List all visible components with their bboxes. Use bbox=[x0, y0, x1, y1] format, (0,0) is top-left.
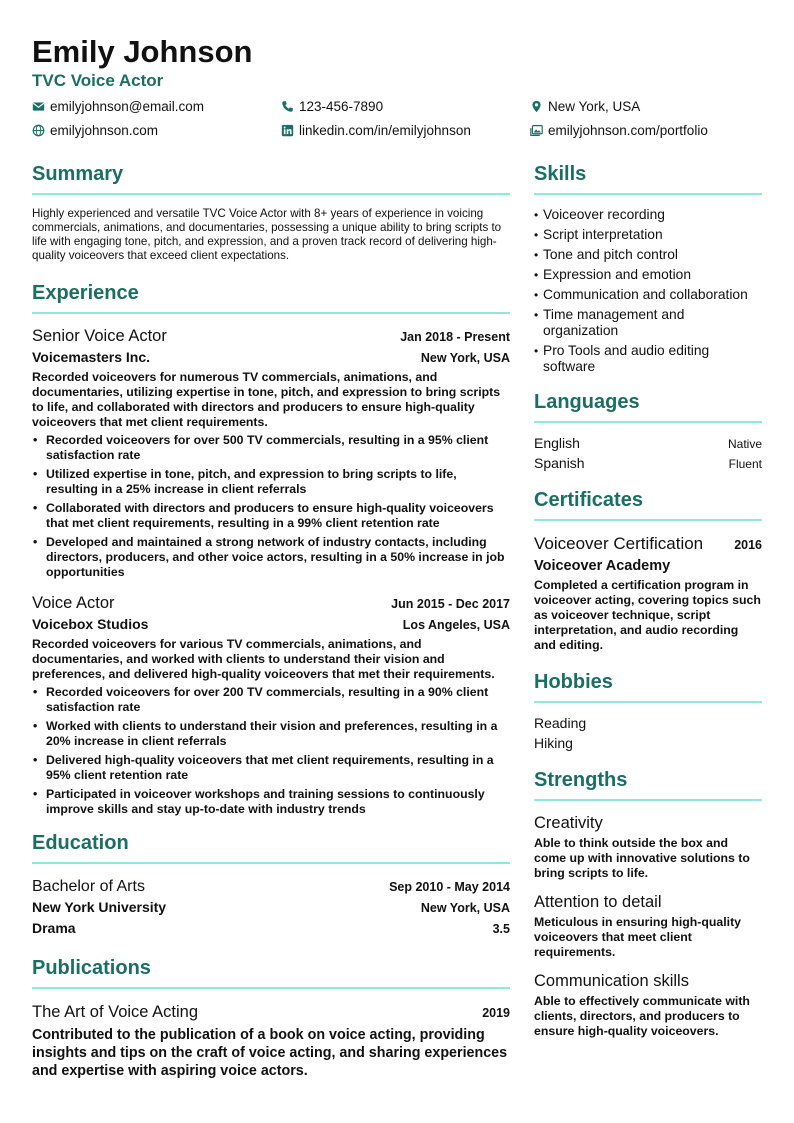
section-divider bbox=[534, 799, 762, 801]
linkedin-icon bbox=[281, 124, 294, 137]
contact-email[interactable] bbox=[32, 98, 281, 115]
job-company: Voicemasters Inc. bbox=[32, 349, 151, 365]
strength-name: Attention to detail bbox=[534, 893, 662, 911]
phone-text: 123-456-7890 bbox=[299, 99, 384, 114]
website-text: emilyjohnson.com bbox=[50, 123, 159, 138]
certificate-org: Voiceover Academy bbox=[534, 558, 671, 574]
language-row bbox=[534, 455, 762, 471]
skills-section bbox=[534, 161, 762, 375]
skill-item: • Time management and organization bbox=[543, 307, 762, 339]
job-entry bbox=[32, 326, 510, 580]
skill-item: • Communication and collaboration bbox=[543, 287, 762, 303]
skill-item: • Script interpretation bbox=[543, 227, 762, 243]
education-degree: Bachelor of Arts bbox=[32, 878, 145, 895]
section-divider bbox=[32, 987, 510, 989]
section-divider bbox=[534, 519, 762, 521]
certificates-section bbox=[534, 487, 762, 653]
section-divider bbox=[534, 193, 762, 195]
education-gpa: 3.5 bbox=[492, 922, 510, 936]
job-location: New York, USA bbox=[420, 351, 510, 365]
language-name: English bbox=[534, 435, 580, 451]
job-role: Senior Voice Actor bbox=[32, 327, 167, 345]
job-bullets bbox=[32, 433, 510, 580]
strength-name: Creativity bbox=[534, 814, 603, 832]
strength-description: Able to effectively communicate with clients, directors, and producers to ensure high-quality voiceovers. bbox=[534, 994, 750, 1038]
hobbies-section bbox=[534, 669, 762, 751]
job-location: Los Angeles, USA bbox=[402, 618, 510, 632]
globe-icon bbox=[32, 124, 45, 137]
contact-website[interactable] bbox=[32, 122, 281, 139]
summary-section bbox=[32, 161, 510, 263]
contact-linkedin[interactable] bbox=[281, 122, 530, 139]
skills-heading: Skills bbox=[534, 163, 587, 185]
job-role: Voice Actor bbox=[32, 594, 115, 612]
job-company: Voicebox Studios bbox=[32, 616, 149, 632]
contact-portfolio[interactable] bbox=[530, 122, 762, 139]
skill-item: • Pro Tools and audio editing software bbox=[543, 343, 762, 375]
job-description: Recorded voiceovers for numerous TV commercials, animations, and documentaries, utilizing expertise in tone, pitch, and expression to bring scripts to life, and collaborated with directors and producers to ensure high-quality voiceovers that met client requirements. bbox=[32, 370, 501, 429]
envelope-icon bbox=[32, 100, 45, 113]
strengths-section bbox=[534, 767, 762, 1039]
bullet-item: • Recorded voiceovers for over 500 TV commercials, resulting in a 95% client satisfaction rate bbox=[46, 433, 510, 463]
publication-description: Contributed to the publication of a book on voice acting, providing insights and tips on the craft of voice acting, and sharing experiences and expertise with aspiring voice actors. bbox=[32, 1027, 508, 1079]
hobby-item: Hiking bbox=[534, 735, 573, 751]
job-description: Recorded voiceovers for various TV commercials, animations, and documentaries, and worked with clients to understand their vision and preferences, and delivered high-quality voiceovers that met their requirements. bbox=[32, 637, 495, 681]
strength-name: Communication skills bbox=[534, 972, 689, 990]
right-column bbox=[534, 161, 762, 1080]
strengths-heading: Strengths bbox=[534, 769, 628, 791]
skills-list bbox=[534, 207, 762, 375]
experience-section bbox=[32, 280, 510, 817]
skill-item: • Voiceover recording bbox=[543, 207, 762, 223]
bullet-item: • Participated in voiceover workshops and training sessions to continuously improve skills and stay up-to-date with industry trends bbox=[46, 787, 510, 817]
education-location: New York, USA bbox=[420, 901, 510, 915]
bullet-item: • Delivered high-quality voiceovers that met client requirements, resulting in a 95% client retention rate bbox=[46, 753, 510, 783]
left-column bbox=[32, 161, 510, 1080]
publication-title: The Art of Voice Acting bbox=[32, 1003, 199, 1021]
education-school: New York University bbox=[32, 899, 167, 915]
section-divider bbox=[32, 312, 510, 314]
languages-section bbox=[534, 389, 762, 471]
bullet-item: • Collaborated with directors and producers to ensure high-quality voiceovers that met client requirements, resulting in a 99% client retention rate bbox=[46, 501, 510, 531]
certificate-year: 2016 bbox=[734, 538, 762, 552]
summary-text: Highly experienced and versatile TVC Voice Actor with 8+ years of experience in voicing commercials, animations, and documentaries, possessing a unique ability to bring scripts to life with engaging tone, pitch, and expression, and a proven track record of delivering high-quality voiceovers that exceed client expectations. bbox=[32, 207, 502, 262]
certificate-description: Completed a certification program in voiceover acting, covering topics such as voiceover technique, script interpretation, and audio recording and editing. bbox=[534, 578, 761, 652]
job-dates: Jun 2015 - Dec 2017 bbox=[391, 597, 510, 611]
summary-heading: Summary bbox=[32, 163, 124, 185]
candidate-name: Emily Johnson bbox=[32, 34, 253, 69]
language-level: Native bbox=[727, 437, 762, 451]
certificate-name: Voiceover Certification bbox=[534, 534, 704, 553]
contact-info bbox=[32, 98, 762, 139]
education-section bbox=[32, 830, 510, 939]
strength-description: Able to think outside the box and come up with innovative solutions to bring scripts to life. bbox=[534, 836, 750, 880]
education-field: Drama bbox=[32, 920, 76, 936]
language-name: Spanish bbox=[534, 455, 585, 471]
location-text: New York, USA bbox=[548, 99, 641, 114]
location-pin-icon bbox=[530, 100, 543, 113]
skill-item: • Tone and pitch control bbox=[543, 247, 762, 263]
contact-phone[interactable] bbox=[281, 98, 530, 115]
publications-section bbox=[32, 955, 510, 1080]
publication-year: 2019 bbox=[482, 1006, 510, 1020]
phone-icon bbox=[281, 100, 294, 113]
language-row bbox=[534, 435, 762, 451]
section-divider bbox=[32, 193, 510, 195]
linkedin-text: linkedin.com/in/emilyjohnson bbox=[299, 123, 471, 138]
bullet-item: • Developed and maintained a strong network of industry contacts, including directors, producers, and other voice actors, resulting in a 50% increase in job opportunities bbox=[46, 535, 510, 580]
hobby-item: Reading bbox=[534, 715, 587, 731]
job-entry bbox=[32, 593, 510, 817]
education-heading: Education bbox=[32, 832, 129, 854]
portfolio-image-icon bbox=[530, 124, 543, 137]
job-bullets bbox=[32, 685, 510, 817]
section-divider bbox=[534, 421, 762, 423]
bullet-item: • Utilized expertise in tone, pitch, and expression to bring scripts to life, resulting in a 25% increase in client referrals bbox=[46, 467, 510, 497]
portfolio-text: emilyjohnson.com/portfolio bbox=[548, 123, 708, 138]
strength-description: Meticulous in ensuring high-quality voiceovers that meet client requirements. bbox=[534, 915, 741, 959]
skill-item: • Expression and emotion bbox=[543, 267, 762, 283]
job-dates: Jan 2018 - Present bbox=[400, 330, 510, 344]
language-level: Fluent bbox=[728, 457, 762, 471]
experience-heading: Experience bbox=[32, 282, 139, 304]
hobbies-heading: Hobbies bbox=[534, 671, 613, 693]
publications-heading: Publications bbox=[32, 957, 151, 979]
email-text: emilyjohnson@email.com bbox=[50, 99, 205, 114]
contact-location bbox=[530, 98, 762, 115]
job-title: TVC Voice Actor bbox=[32, 71, 164, 90]
section-divider bbox=[534, 701, 762, 703]
section-divider bbox=[32, 862, 510, 864]
bullet-item: • Worked with clients to understand their vision and preferences, resulting in a 20% increase in client referrals bbox=[46, 719, 510, 749]
education-dates: Sep 2010 - May 2014 bbox=[389, 880, 510, 894]
languages-heading: Languages bbox=[534, 391, 640, 413]
certificates-heading: Certificates bbox=[534, 489, 643, 511]
bullet-item: • Recorded voiceovers for over 200 TV commercials, resulting in a 90% client satisfaction rate bbox=[46, 685, 510, 715]
